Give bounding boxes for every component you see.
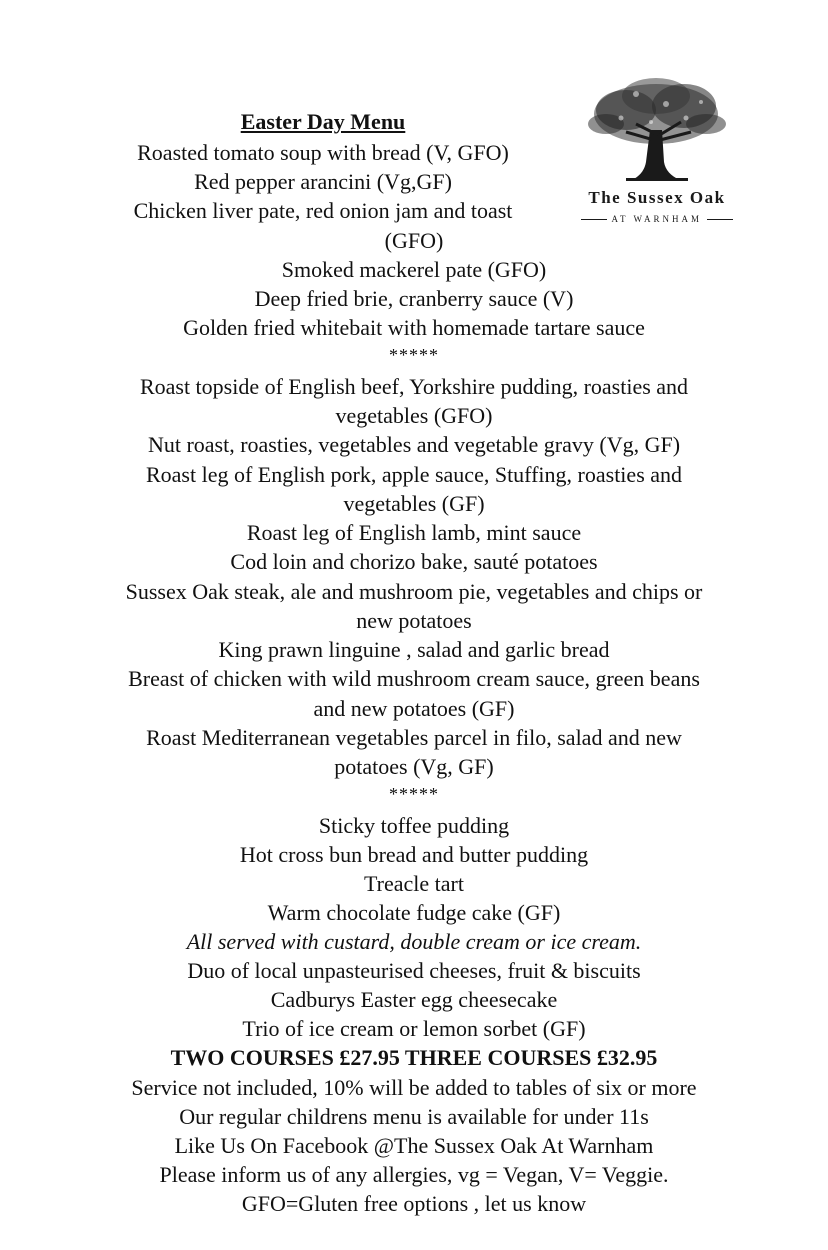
section-separator: *****: [389, 345, 439, 365]
footer-note: GFO=Gluten free options , let us know: [241, 1191, 587, 1216]
main-item: potatoes (Vg, GF): [334, 754, 494, 779]
main-item: vegetables (GFO): [335, 403, 493, 428]
main-item: vegetables (GF): [343, 491, 485, 516]
starter-item: Golden fried whitebait with homemade tartare sauce: [183, 315, 645, 340]
main-item: Breast of chicken with wild mushroom cream sauce, green beans: [128, 666, 700, 691]
main-item: new potatoes: [356, 608, 472, 633]
footer-note: Our regular childrens menu is available for under 11s: [179, 1104, 649, 1129]
dessert-item: Hot cross bun bread and butter pudding: [239, 842, 589, 867]
main-item: Roast leg of English pork, apple sauce, Stuffing, roasties and: [145, 462, 683, 487]
dessert-item: Warm chocolate fudge cake (GF): [267, 900, 561, 925]
dessert-item: Treacle tart: [364, 871, 464, 896]
menu-title: Easter Day Menu: [240, 109, 406, 134]
starter-item: Smoked mackerel pate (GFO): [281, 257, 547, 282]
starter-item: Chicken liver pate, red onion jam and toast: [133, 198, 513, 223]
dessert-note: All served with custard, double cream or ice cream.: [186, 929, 642, 954]
dessert-item: Cadburys Easter egg cheesecake: [270, 987, 558, 1012]
footer-note: Please inform us of any allergies, vg = Vegan, V= Veggie.: [159, 1162, 669, 1187]
dessert-item: Duo of local unpasteurised cheeses, fruit & biscuits: [187, 958, 641, 983]
logo-name: The Sussex Oak: [588, 188, 726, 207]
dessert-item: Sticky toffee pudding: [318, 813, 510, 838]
main-item: King prawn linguine , salad and garlic bread: [218, 637, 610, 662]
price-line: TWO COURSES £27.95 THREE COURSES £32.95: [170, 1045, 658, 1070]
main-item: Sussex Oak steak, ale and mushroom pie, vegetables and chips or: [125, 579, 703, 604]
dessert-item: Trio of ice cream or lemon sorbet (GF): [242, 1016, 586, 1041]
main-item: Roast Mediterranean vegetables parcel in filo, salad and new: [146, 725, 682, 750]
main-item: Nut roast, roasties, vegetables and vegetable gravy (Vg, GF): [147, 432, 681, 457]
main-item: and new potatoes (GF): [313, 696, 515, 721]
starter-item: Red pepper arancini (Vg,GF): [194, 169, 452, 194]
main-item: Cod loin and chorizo bake, sauté potatoes: [230, 549, 598, 574]
main-item: Roast leg of English lamb, mint sauce: [246, 520, 582, 545]
starter-item: (GFO): [384, 228, 444, 253]
logo-subtitle-text: AT WARNHAM: [611, 214, 702, 224]
starter-item: Deep fried brie, cranberry sauce (V): [254, 286, 574, 311]
section-separator: *****: [389, 784, 439, 804]
footer-note: Like Us On Facebook @The Sussex Oak At Warnham: [174, 1133, 654, 1158]
starter-item: Roasted tomato soup with bread (V, GFO): [137, 140, 509, 165]
footer-note: Service not included, 10% will be added to tables of six or more: [131, 1075, 697, 1100]
main-item: Roast topside of English beef, Yorkshire pudding, roasties and: [139, 374, 689, 399]
